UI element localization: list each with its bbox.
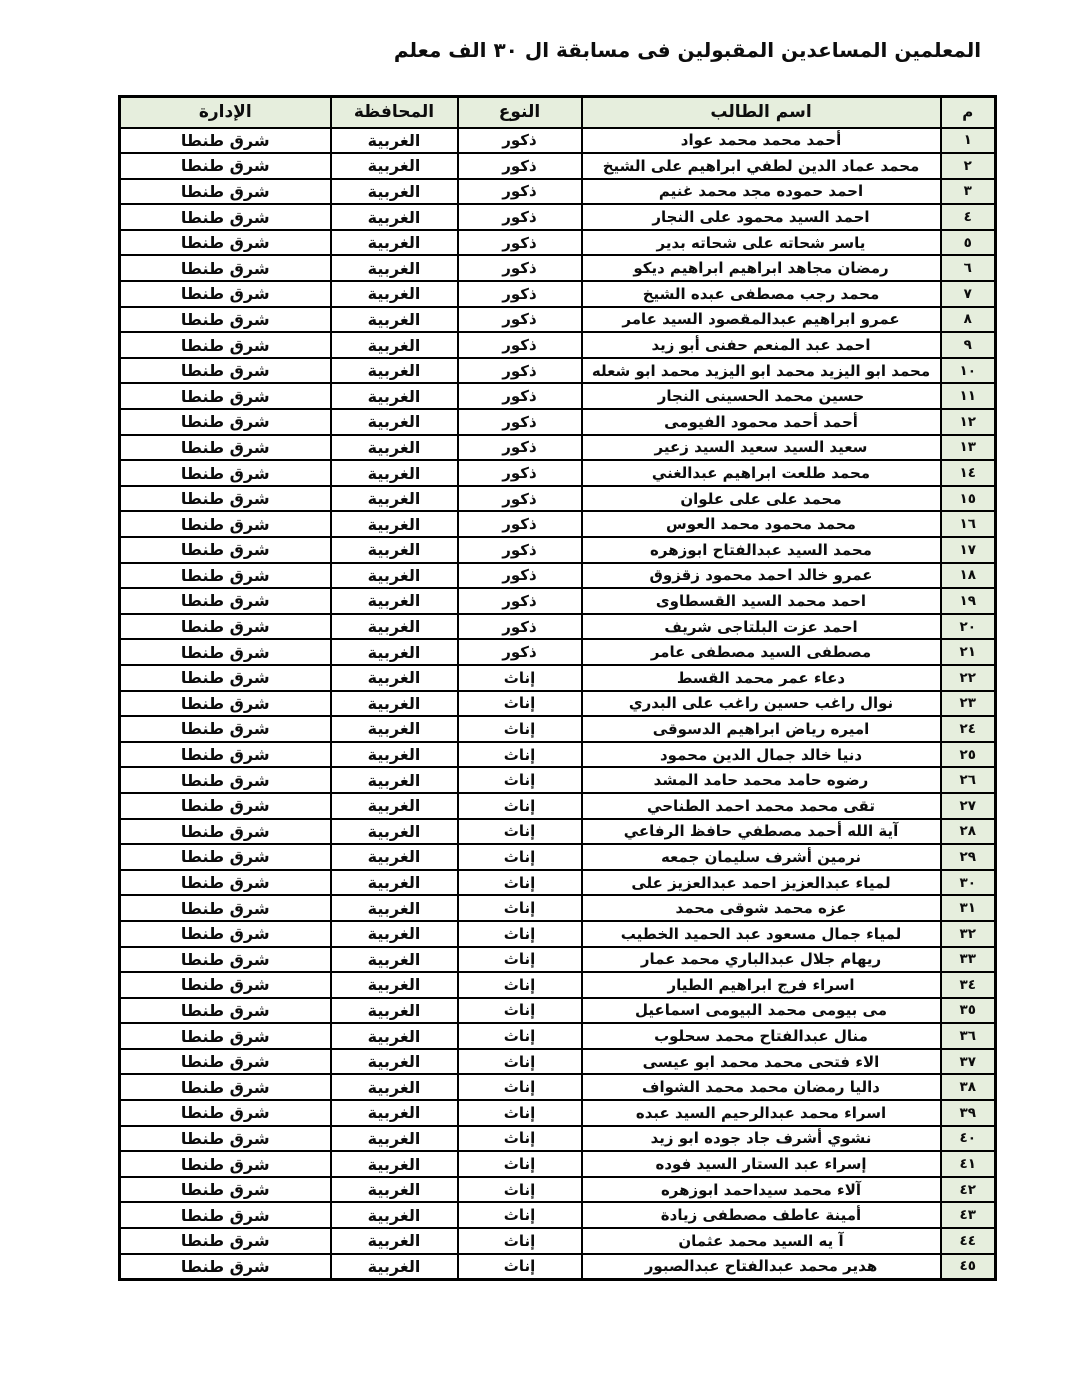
table-row — [120, 460, 996, 486]
cell-number: ٤٢ — [941, 1177, 996, 1203]
table-row — [120, 1100, 996, 1126]
cell-governorate: الغربية — [331, 1151, 458, 1177]
cell-governorate: الغربية — [331, 793, 458, 819]
cell-number: ٣ — [941, 179, 996, 205]
cell-governorate: الغربية — [331, 179, 458, 205]
table-row — [120, 767, 996, 793]
cell-student-name: عزه محمد شوقى محمد — [582, 895, 941, 921]
cell-gender: إناث — [458, 665, 582, 691]
cell-administration: شرق طنطا — [120, 1100, 331, 1126]
cell-number: ٣٩ — [941, 1100, 996, 1126]
cell-number: ١٦ — [941, 511, 996, 537]
cell-administration: شرق طنطا — [120, 742, 331, 768]
table-row — [120, 128, 996, 154]
cell-governorate: الغربية — [331, 153, 458, 179]
cell-governorate: الغربية — [331, 1202, 458, 1228]
cell-number: ٢١ — [941, 639, 996, 665]
cell-number: ٢٣ — [941, 691, 996, 717]
cell-number: ٤٥ — [941, 1254, 996, 1280]
cell-number: ٢٠ — [941, 614, 996, 640]
cell-number: ٥ — [941, 230, 996, 256]
table-row — [120, 1074, 996, 1100]
table-row — [120, 409, 996, 435]
table-row — [120, 998, 996, 1024]
cell-administration: شرق طنطا — [120, 537, 331, 563]
cell-gender: ذكور — [458, 588, 582, 614]
cell-student-name: محمد السيد عبدالفتاح ابوزهره — [582, 537, 941, 563]
cell-administration: شرق طنطا — [120, 819, 331, 845]
cell-administration: شرق طنطا — [120, 307, 331, 333]
cell-administration: شرق طنطا — [120, 972, 331, 998]
cell-administration: شرق طنطا — [120, 614, 331, 640]
cell-student-name: مى بيومى محمد البيومى اسماعيل — [582, 998, 941, 1024]
cell-number: ١٤ — [941, 460, 996, 486]
cell-number: ٢٦ — [941, 767, 996, 793]
table-row — [120, 1254, 996, 1280]
cell-number: ٢٧ — [941, 793, 996, 819]
cell-student-name: لمياء جمال مسعود عبد الحميد الخطيب — [582, 921, 941, 947]
cell-student-name: أحمد أحمد محمود الفيومى — [582, 409, 941, 435]
cell-governorate: الغربية — [331, 767, 458, 793]
table-row — [120, 1202, 996, 1228]
cell-administration: شرق طنطا — [120, 998, 331, 1024]
cell-gender: ذكور — [458, 435, 582, 461]
cell-governorate: الغربية — [331, 1074, 458, 1100]
cell-gender: إناث — [458, 921, 582, 947]
cell-student-name: أمينة عاطف مصطفى زيادة — [582, 1202, 941, 1228]
table-row — [120, 307, 996, 333]
cell-gender: إناث — [458, 1100, 582, 1126]
cell-student-name: محمد ابو اليزيد محمد ابو اليزيد محمد ابو شعله — [582, 358, 941, 384]
cell-gender: إناث — [458, 1126, 582, 1152]
cell-number: ٤٣ — [941, 1202, 996, 1228]
cell-administration: شرق طنطا — [120, 230, 331, 256]
cell-administration: شرق طنطا — [120, 716, 331, 742]
cell-administration: شرق طنطا — [120, 1049, 331, 1075]
cell-administration: شرق طنطا — [120, 1202, 331, 1228]
cell-governorate: الغربية — [331, 255, 458, 281]
table-row — [120, 947, 996, 973]
cell-gender: ذكور — [458, 307, 582, 333]
cell-governorate: الغربية — [331, 614, 458, 640]
cell-student-name: داليا رمضان محمد محمد الشواف — [582, 1074, 941, 1100]
cell-gender: إناث — [458, 716, 582, 742]
cell-administration: شرق طنطا — [120, 486, 331, 512]
table-row — [120, 358, 996, 384]
cell-number: ١ — [941, 128, 996, 154]
cell-governorate: الغربية — [331, 1100, 458, 1126]
cell-student-name: لمياء عبدالعزيز احمد عبدالعزيز على — [582, 870, 941, 896]
cell-administration: شرق طنطا — [120, 332, 331, 358]
cell-gender: ذكور — [458, 128, 582, 154]
cell-gender: ذكور — [458, 537, 582, 563]
cell-governorate: الغربية — [331, 1254, 458, 1280]
cell-number: ٣٦ — [941, 1023, 996, 1049]
cell-gender: إناث — [458, 819, 582, 845]
cell-administration: شرق طنطا — [120, 409, 331, 435]
cell-governorate: الغربية — [331, 281, 458, 307]
cell-number: ٢ — [941, 153, 996, 179]
cell-administration: شرق طنطا — [120, 1074, 331, 1100]
cell-student-name: آ يه السيد محمد عثمان — [582, 1228, 941, 1254]
header-cell-student-name: اسم الطالب — [582, 97, 941, 128]
table-row — [120, 716, 996, 742]
table-row — [120, 537, 996, 563]
cell-number: ٢٥ — [941, 742, 996, 768]
cell-student-name: منال عبدالفتاح محمد سحلوب — [582, 1023, 941, 1049]
table-row — [120, 486, 996, 512]
cell-governorate: الغربية — [331, 947, 458, 973]
cell-governorate: الغربية — [331, 435, 458, 461]
table-row — [120, 511, 996, 537]
table-row — [120, 383, 996, 409]
cell-gender: إناث — [458, 870, 582, 896]
cell-number: ١٢ — [941, 409, 996, 435]
cell-student-name: احمد حموده مجد محمد غنيم — [582, 179, 941, 205]
cell-student-name: نوال راغب حسين راغب على البدري — [582, 691, 941, 717]
cell-governorate: الغربية — [331, 1177, 458, 1203]
cell-administration: شرق طنطا — [120, 793, 331, 819]
cell-administration: شرق طنطا — [120, 128, 331, 154]
cell-administration: شرق طنطا — [120, 1254, 331, 1280]
cell-number: ٤٠ — [941, 1126, 996, 1152]
cell-governorate: الغربية — [331, 383, 458, 409]
cell-student-name: احمد السيد محمود على النجار — [582, 204, 941, 230]
cell-student-name: محمد على على علوان — [582, 486, 941, 512]
cell-administration: شرق طنطا — [120, 921, 331, 947]
cell-administration: شرق طنطا — [120, 870, 331, 896]
cell-administration: شرق طنطا — [120, 1126, 331, 1152]
cell-administration: شرق طنطا — [120, 460, 331, 486]
cell-gender: ذكور — [458, 204, 582, 230]
cell-number: ٦ — [941, 255, 996, 281]
table-row — [120, 588, 996, 614]
cell-student-name: محمد طلعت ابراهيم عبدالغني — [582, 460, 941, 486]
header-row — [120, 97, 996, 128]
cell-governorate: الغربية — [331, 332, 458, 358]
cell-administration: شرق طنطا — [120, 1177, 331, 1203]
cell-governorate: الغربية — [331, 307, 458, 333]
cell-governorate: الغربية — [331, 537, 458, 563]
cell-student-name: اميره رياض ابراهيم الدسوقى — [582, 716, 941, 742]
cell-number: ٢٢ — [941, 665, 996, 691]
cell-number: ٣٠ — [941, 870, 996, 896]
cell-administration: شرق طنطا — [120, 1228, 331, 1254]
table-row — [120, 1151, 996, 1177]
cell-governorate: الغربية — [331, 639, 458, 665]
cell-student-name: دنيا خالد جمال الدين محمود — [582, 742, 941, 768]
page-title: المعلمين المساعدين المقبولين فى مسابقة ال ٣٠ الف معلم — [393, 38, 982, 62]
cell-student-name: مصطفى السيد مصطفى عامر — [582, 639, 941, 665]
cell-number: ١٧ — [941, 537, 996, 563]
cell-governorate: الغربية — [331, 716, 458, 742]
cell-governorate: الغربية — [331, 998, 458, 1024]
cell-governorate: الغربية — [331, 409, 458, 435]
cell-gender: ذكور — [458, 409, 582, 435]
cell-gender: إناث — [458, 947, 582, 973]
table-row — [120, 332, 996, 358]
cell-student-name: ريهام جلال عبدالباري محمد عمار — [582, 947, 941, 973]
cell-governorate: الغربية — [331, 1228, 458, 1254]
cell-number: ٣٤ — [941, 972, 996, 998]
cell-student-name: نشوي أشرف جاد جوده ابو زيد — [582, 1126, 941, 1152]
cell-administration: شرق طنطا — [120, 844, 331, 870]
cell-gender: إناث — [458, 844, 582, 870]
cell-gender: ذكور — [458, 460, 582, 486]
cell-gender: إناث — [458, 998, 582, 1024]
cell-administration: شرق طنطا — [120, 153, 331, 179]
cell-number: ٣٢ — [941, 921, 996, 947]
cell-gender: ذكور — [458, 511, 582, 537]
cell-governorate: الغربية — [331, 972, 458, 998]
cell-number: ١١ — [941, 383, 996, 409]
cell-administration: شرق طنطا — [120, 358, 331, 384]
table-row — [120, 895, 996, 921]
table-row — [120, 1177, 996, 1203]
cell-number: ٧ — [941, 281, 996, 307]
cell-number: ١٣ — [941, 435, 996, 461]
cell-number: ٤ — [941, 204, 996, 230]
cell-gender: ذكور — [458, 563, 582, 589]
cell-gender: إناث — [458, 1177, 582, 1203]
cell-number: ٨ — [941, 307, 996, 333]
table-row — [120, 230, 996, 256]
cell-student-name: رضوه حامد محمد حامد المشد — [582, 767, 941, 793]
cell-number: ٤١ — [941, 1151, 996, 1177]
table-row — [120, 870, 996, 896]
cell-governorate: الغربية — [331, 128, 458, 154]
cell-governorate: الغربية — [331, 1023, 458, 1049]
accepted-teachers-table — [118, 95, 997, 1281]
header-cell-number: م — [941, 97, 996, 128]
cell-gender: ذكور — [458, 179, 582, 205]
cell-gender: إناث — [458, 691, 582, 717]
table-row — [120, 691, 996, 717]
table-row — [120, 614, 996, 640]
cell-governorate: الغربية — [331, 588, 458, 614]
table-row — [120, 435, 996, 461]
cell-governorate: الغربية — [331, 844, 458, 870]
cell-student-name: محمد محمود محمد العوس — [582, 511, 941, 537]
table-row — [120, 1126, 996, 1152]
cell-number: ٢٨ — [941, 819, 996, 845]
table-row — [120, 639, 996, 665]
table-row — [120, 793, 996, 819]
cell-student-name: هدير محمد عبدالفتاح عبدالصبور — [582, 1254, 941, 1280]
cell-governorate: الغربية — [331, 204, 458, 230]
cell-number: ١٥ — [941, 486, 996, 512]
cell-administration: شرق طنطا — [120, 639, 331, 665]
cell-student-name: احمد محمد السيد القسطاوى — [582, 588, 941, 614]
cell-gender: إناث — [458, 1023, 582, 1049]
cell-governorate: الغربية — [331, 742, 458, 768]
cell-gender: ذكور — [458, 383, 582, 409]
cell-student-name: دعاء عمر محمد القسط — [582, 665, 941, 691]
table-row — [120, 665, 996, 691]
cell-governorate: الغربية — [331, 230, 458, 256]
cell-administration: شرق طنطا — [120, 281, 331, 307]
cell-student-name: إسراء عبد الستار السيد فوده — [582, 1151, 941, 1177]
cell-student-name: رمضان مجاهد ابراهيم ابراهيم ديكو — [582, 255, 941, 281]
cell-number: ١٨ — [941, 563, 996, 589]
cell-student-name: ياسر شحاته على شحاته بدير — [582, 230, 941, 256]
cell-administration: شرق طنطا — [120, 255, 331, 281]
header-cell-administration: الإدارة — [120, 97, 331, 128]
table-row — [120, 844, 996, 870]
cell-administration: شرق طنطا — [120, 511, 331, 537]
cell-student-name: محمد عماد الدين لطفي ابراهيم على الشيخ — [582, 153, 941, 179]
cell-number: ٣٧ — [941, 1049, 996, 1075]
cell-student-name: أحمد محمد محمد عواد — [582, 128, 941, 154]
cell-student-name: سعيد السيد سعيد السيد زعير — [582, 435, 941, 461]
cell-governorate: الغربية — [331, 563, 458, 589]
cell-number: ٤٤ — [941, 1228, 996, 1254]
table-row — [120, 563, 996, 589]
cell-student-name: تقى محمد محمد احمد الطناحي — [582, 793, 941, 819]
cell-governorate: الغربية — [331, 665, 458, 691]
table-body — [120, 128, 996, 1280]
cell-administration: شرق طنطا — [120, 563, 331, 589]
cell-administration: شرق طنطا — [120, 767, 331, 793]
cell-governorate: الغربية — [331, 460, 458, 486]
table-row — [120, 255, 996, 281]
cell-governorate: الغربية — [331, 895, 458, 921]
cell-number: ١٠ — [941, 358, 996, 384]
cell-governorate: الغربية — [331, 1126, 458, 1152]
cell-student-name: عمرو ابراهيم عبدالمقصود السيد عامر — [582, 307, 941, 333]
cell-student-name: آية الله أحمد مصطفي حافظ الرفاعي — [582, 819, 941, 845]
cell-gender: ذكور — [458, 486, 582, 512]
cell-gender: ذكور — [458, 281, 582, 307]
cell-governorate: الغربية — [331, 819, 458, 845]
cell-student-name: حسين محمد الحسينى النجار — [582, 383, 941, 409]
cell-governorate: الغربية — [331, 691, 458, 717]
cell-governorate: الغربية — [331, 358, 458, 384]
cell-gender: إناث — [458, 1254, 582, 1280]
cell-student-name: اسراء محمد عبدالرحيم السيد عبده — [582, 1100, 941, 1126]
table-row — [120, 204, 996, 230]
cell-number: ٢٩ — [941, 844, 996, 870]
cell-student-name: اسراء فرج ابراهيم الطيار — [582, 972, 941, 998]
cell-administration: شرق طنطا — [120, 588, 331, 614]
cell-gender: ذكور — [458, 358, 582, 384]
header-cell-governorate: المحافظة — [331, 97, 458, 128]
cell-administration: شرق طنطا — [120, 691, 331, 717]
cell-gender: إناث — [458, 793, 582, 819]
cell-gender: ذكور — [458, 230, 582, 256]
cell-administration: شرق طنطا — [120, 665, 331, 691]
cell-administration: شرق طنطا — [120, 895, 331, 921]
cell-number: ٩ — [941, 332, 996, 358]
cell-number: ٢٤ — [941, 716, 996, 742]
cell-number: ٣٨ — [941, 1074, 996, 1100]
cell-administration: شرق طنطا — [120, 383, 331, 409]
cell-gender: ذكور — [458, 332, 582, 358]
cell-administration: شرق طنطا — [120, 204, 331, 230]
cell-student-name: عمرو خالد احمد محمود زقزوق — [582, 563, 941, 589]
table-row — [120, 179, 996, 205]
cell-governorate: الغربية — [331, 870, 458, 896]
cell-administration: شرق طنطا — [120, 435, 331, 461]
cell-gender: إناث — [458, 972, 582, 998]
table-row — [120, 1228, 996, 1254]
cell-administration: شرق طنطا — [120, 1151, 331, 1177]
table-row — [120, 819, 996, 845]
cell-gender: ذكور — [458, 255, 582, 281]
cell-gender: إناث — [458, 1049, 582, 1075]
table-row — [120, 972, 996, 998]
table-row — [120, 1049, 996, 1075]
cell-governorate: الغربية — [331, 921, 458, 947]
cell-gender: إناث — [458, 895, 582, 921]
cell-governorate: الغربية — [331, 511, 458, 537]
cell-student-name: آلاء محمد سيداحمد ابوزهره — [582, 1177, 941, 1203]
cell-governorate: الغربية — [331, 486, 458, 512]
cell-gender: إناث — [458, 1074, 582, 1100]
cell-gender: إناث — [458, 1228, 582, 1254]
table-row — [120, 742, 996, 768]
table-row — [120, 921, 996, 947]
cell-gender: إناث — [458, 1151, 582, 1177]
cell-student-name: الاء فتحى محمد محمد ابو عيسى — [582, 1049, 941, 1075]
cell-administration: شرق طنطا — [120, 947, 331, 973]
table-row — [120, 281, 996, 307]
cell-administration: شرق طنطا — [120, 179, 331, 205]
cell-student-name: احمد عبد المنعم حفنى أبو زيد — [582, 332, 941, 358]
cell-student-name: نرمين أشرف سليمان جمعه — [582, 844, 941, 870]
table-row — [120, 1023, 996, 1049]
cell-gender: ذكور — [458, 614, 582, 640]
cell-governorate: الغربية — [331, 1049, 458, 1075]
cell-gender: إناث — [458, 742, 582, 768]
cell-student-name: احمد عزت البلتاجى شريف — [582, 614, 941, 640]
cell-number: ٣١ — [941, 895, 996, 921]
cell-number: ٣٣ — [941, 947, 996, 973]
cell-number: ٣٥ — [941, 998, 996, 1024]
cell-gender: ذكور — [458, 639, 582, 665]
header-cell-gender: النوع — [458, 97, 582, 128]
cell-gender: إناث — [458, 767, 582, 793]
cell-student-name: محمد رجب مصطفى عبده الشيخ — [582, 281, 941, 307]
table-row — [120, 153, 996, 179]
cell-administration: شرق طنطا — [120, 1023, 331, 1049]
cell-gender: إناث — [458, 1202, 582, 1228]
cell-gender: ذكور — [458, 153, 582, 179]
cell-number: ١٩ — [941, 588, 996, 614]
